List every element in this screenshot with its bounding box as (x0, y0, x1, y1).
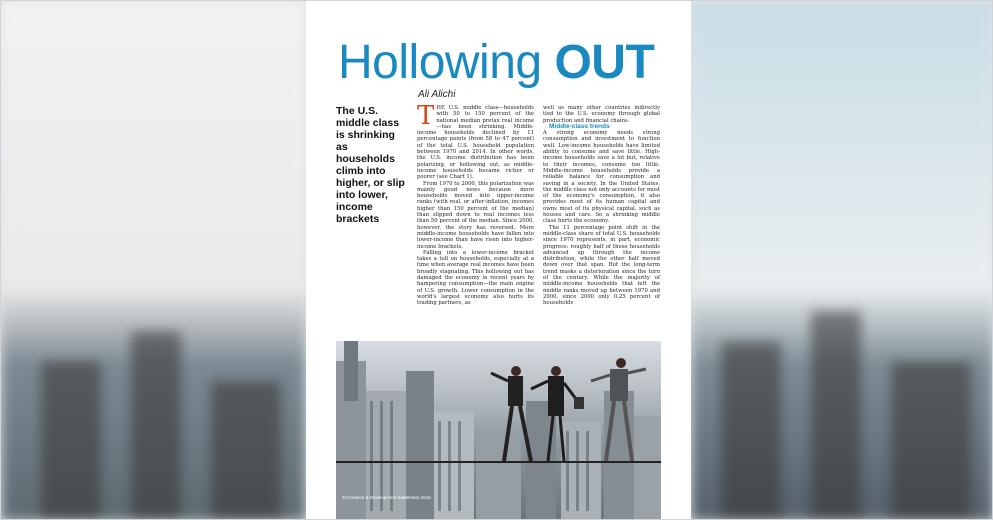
page-footer: 34 Finance & Development September 2016 (342, 495, 431, 500)
paragraph: THE U.S. middle class—households with 50 to 150 percent of the national median pretax real income—has been shrinking. Middle-income households declined by 11 percentage points (from 58 to 47 percent) of the total U.S. household population between 1970 and 2014. In other words, the U.S. income distribution has been polarizing, or hollowing out, as middle-income households became richer or poorer (see Chart 1). (417, 101, 534, 181)
paragraph: Falling into a lower-income bracket takes a toll on households, especially at a time when average real incomes have been broadly stagnating. This hollowing out has damaged the economy in recent years by hampering consumption—the main engine of U.S. growth. Lower consumption in the world's largest economy also hurts its trading partners, as (417, 249, 534, 307)
paragraph: The 11 percentage point shift in the middle-class share of total U.S. households since 1970 represents, in part, economic progress: roughly half of these households advanced up through the income distribution, while the other half moved down over that span. But the long-term trend masks a deterioration since the turn of the century. While the majority of middle-income households that left the middle ranks moved up between 1970 and 2000, since 2000 only 0.25 percent of households (543, 224, 660, 307)
paragraph: A strong economy needs strong consumption and investment to function well. Low-income households have limited ability to consume and save little. High-income households save a lot but, relative to their incomes, consume too little. Middle-income households provide a reliable balance for consumption and saving in a society. In the United States, the middle class not only accounts for most of the economy's consumption, it also provides most of its human capital and owns most of its physical capital, such as houses and cars. So a shrinking middle class hurts the economy. (543, 130, 660, 225)
section-subhead: Middle-class trends (549, 122, 610, 130)
city-skyline-illustration (336, 341, 661, 520)
blurred-background-left (1, 1, 306, 520)
magazine-page (306, 1, 691, 520)
text-column-2 (543, 105, 660, 307)
paragraph: well as many other countries indirectly tied to the U.S. economy through global production and financial chains. (543, 105, 660, 124)
text-column-1 (417, 101, 534, 307)
blurred-background-right (691, 1, 993, 520)
page-title (338, 35, 654, 91)
author-name: Ali Alichi (418, 89, 456, 100)
article-deck: The U.S. middle class is shrinking as households climb into higher, or slip into lower, income brackets (336, 105, 405, 225)
dropcap: T (417, 101, 435, 131)
title-light: Hollowing (338, 36, 555, 89)
paragraph: From 1970 to 2000, this polarization was mainly good news because more households moved into upper-income ranks (with real, or after-inflation, incomes higher than 150 percent of the median) than slipped down to real incomes less than 50 percent of the median. Since 2000, however, the story has reversed. More middle-income households have fallen into lower-income than have risen into higher-income brackets. (417, 180, 534, 250)
title-bold: OUT (554, 36, 655, 89)
tightrope-photo (336, 341, 661, 520)
